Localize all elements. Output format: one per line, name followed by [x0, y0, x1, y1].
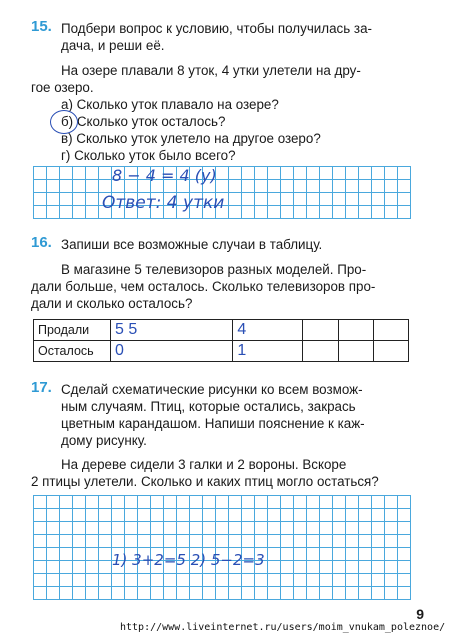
cell-sold-4 — [338, 320, 373, 341]
table-row-sold — [34, 320, 409, 341]
cell-sold-5 — [373, 320, 408, 341]
task-15-option-v: в) Сколько уток улетело на другое озеро? — [61, 131, 321, 146]
task-16-condition-line3: дали и сколько осталось? — [31, 296, 193, 311]
task-17-condition-line1: На дереве сидели 3 галки и 2 вороны. Вскоре — [61, 457, 347, 472]
task-16-condition-line1: В магазине 5 телевизоров разных моделей. Про- — [61, 262, 367, 277]
table-row-remaining — [34, 341, 409, 362]
task-16-number: 16. — [31, 234, 52, 251]
task-17-instruction-line4: дому рисунку. — [61, 433, 147, 448]
task-17-instruction-line3: цветным карандашом. Напиши пояснение к каж- — [61, 416, 365, 431]
task-17-handwritten-solution: 1) 3+2=5 2) 5−2=3 — [112, 551, 265, 569]
cell-remaining-4 — [338, 341, 373, 362]
task-17-drawing-grid — [33, 495, 411, 600]
task-15-option-g: г) Сколько уток было всего? — [61, 148, 236, 163]
cell-remaining-2: 1 — [233, 341, 303, 362]
source-url-watermark: http://www.liveinternet.ru/users/moim_vnukam_poleznoe/ — [120, 622, 446, 633]
cell-remaining-5 — [373, 341, 408, 362]
cell-remaining-3 — [303, 341, 338, 362]
task-16-condition-line2: дали больше, чем осталось. Сколько телевизоров про- — [31, 279, 376, 294]
task-15-handwritten-solution: 8 − 4 = 4 (у) — [112, 166, 217, 185]
task-16-instruction: Запиши все возможные случаи в таблицу. — [61, 237, 323, 252]
task-15-condition-line2: гое озеро. — [31, 80, 94, 95]
task-15-handwritten-answer: Ответ: 4 утки — [102, 193, 225, 213]
row-label-remaining: Осталось — [34, 341, 111, 362]
cell-sold-2: 4 — [233, 320, 303, 341]
task-15-condition-line1: На озере плавали 8 уток, 4 утки улетели на дру- — [61, 63, 361, 78]
task-17-condition-line2: 2 птицы улетели. Сколько и каких птиц могло остаться? — [31, 474, 379, 489]
sales-table — [33, 319, 409, 362]
task-15-option-b: б) Сколько уток осталось? — [61, 114, 226, 129]
task-17-number: 17. — [31, 379, 52, 396]
cell-sold-3 — [303, 320, 338, 341]
cell-remaining-1: 0 — [111, 341, 233, 362]
task-15-instruction-line2: дача, и реши её. — [61, 38, 165, 53]
row-label-sold: Продали — [34, 320, 111, 341]
task-17-instruction-line1: Сделай схематические рисунки ко всем возмож- — [61, 382, 363, 397]
page-number: 9 — [416, 606, 424, 622]
task-15-number: 15. — [31, 18, 52, 35]
task-17-instruction-line2: ным случаям. Птиц, которые остались, закрась — [61, 399, 356, 414]
cell-sold-1: 5 5 — [111, 320, 233, 341]
task-15-instruction-line1: Подбери вопрос к условию, чтобы получилась за- — [61, 21, 372, 36]
task-15-option-a: а) Сколько уток плавало на озере? — [61, 97, 279, 112]
